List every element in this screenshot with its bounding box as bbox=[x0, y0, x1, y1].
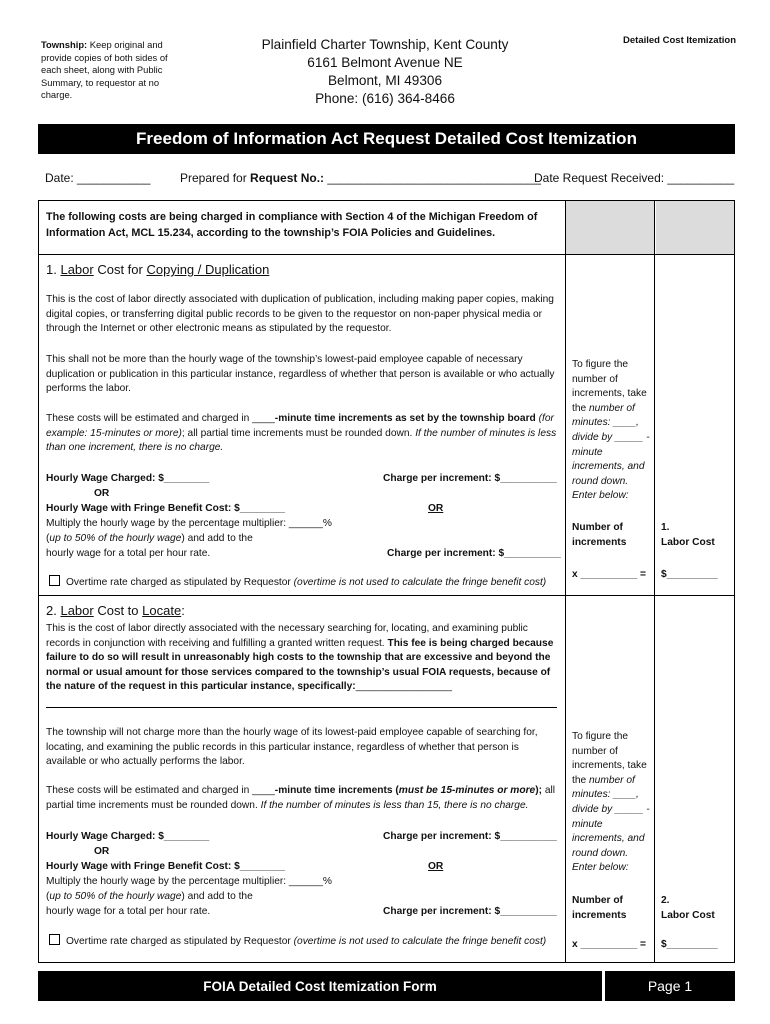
section2-heading-colon: : bbox=[181, 603, 185, 618]
section2-heading-locate: Locate bbox=[142, 603, 182, 618]
s1-upto-a: up to 50% of the hourly wage bbox=[49, 533, 182, 544]
s2-upto-open: ( bbox=[46, 891, 50, 902]
section2-charge-per-increment-2[interactable]: Charge per increment: $__________ bbox=[383, 906, 557, 917]
section1-heading-mid: Cost for bbox=[93, 262, 147, 277]
section2-heading-num: 2. bbox=[46, 603, 61, 618]
date-field[interactable] bbox=[45, 171, 150, 185]
column-divider bbox=[565, 201, 566, 962]
section1-or: OR bbox=[94, 488, 110, 499]
section1-multiply[interactable]: Multiply the hourly wage by the percentage multiplier: ______% bbox=[46, 518, 332, 529]
township-note-text: Keep original and provide copies of both sides of each sheet, along with Public Summary, to requestor at no charge. bbox=[41, 39, 168, 100]
date-received-label: Date Request Received: bbox=[534, 171, 668, 185]
section2-overtime[interactable] bbox=[49, 934, 546, 950]
s1-overtime-a: Overtime rate charged as stipulated by Requestor bbox=[66, 577, 294, 588]
s2-upto-a: up to 50% of the hourly wage bbox=[49, 891, 182, 902]
section1-upto bbox=[46, 532, 253, 547]
section1-heading-num: 1. bbox=[46, 262, 61, 277]
column-divider bbox=[654, 201, 655, 962]
township-label: Township: bbox=[41, 39, 88, 50]
s2-overtime-b: (overtime is not used to calculate the fringe benefit cost) bbox=[293, 936, 547, 947]
s2p3-c: must be 15-minutes or more bbox=[398, 785, 536, 796]
section1-or-right: OR bbox=[428, 503, 444, 514]
s1p3-b: -minute time increments as set by the township board bbox=[274, 413, 536, 424]
row-divider bbox=[39, 254, 734, 255]
section2-para2: The township will not charge more than the hourly wage of its lowest-paid employee capable of searching for, locating, and examining the public records in this particular instance, regardless of whether that person is available or who actually performs the labor. bbox=[46, 727, 538, 768]
address-line-city: Belmont, MI 49306 bbox=[327, 73, 443, 88]
section2-heading-labor: Labor bbox=[60, 603, 94, 618]
section2-para3 bbox=[46, 784, 562, 813]
section2-cost-label: Labor Cost bbox=[661, 910, 715, 921]
address-line-name: Plainfield Charter Township, Kent County bbox=[261, 37, 509, 52]
intro-text: The following costs are being charged in compliance with Section 4 of the Michigan Freedom of Information Act, MCL 15.234, according to the township’s FOIA Policies and Guidelines. bbox=[46, 211, 538, 239]
address-line-street: 6161 Belmont Avenue NE bbox=[307, 55, 463, 70]
s1-overtime-b: (overtime is not used to calculate the fringe benefit cost) bbox=[293, 577, 547, 588]
page-title: Freedom of Information Act Request Detailed Cost Itemization bbox=[38, 124, 735, 154]
cost-table bbox=[38, 200, 735, 963]
section1-fringe-wage[interactable]: Hourly Wage with Fringe Benefit Cost: $________ bbox=[46, 503, 286, 514]
request-number-blank[interactable]: ________________________________ bbox=[324, 171, 541, 185]
section1-number-label: Number of increments bbox=[572, 522, 627, 548]
section2-number-label: Number of increments bbox=[572, 895, 627, 921]
s2p3-b: -minute time increments ( bbox=[274, 785, 399, 796]
section2-overtime-checkbox[interactable] bbox=[49, 934, 60, 945]
section1-para3 bbox=[46, 412, 562, 456]
s1p3-a: These costs will be estimated and charged in ____ bbox=[46, 413, 275, 424]
s1-upto-b: ) and add to the bbox=[181, 533, 253, 544]
s2p3-f: If the number of minutes is less than 15, there is no charge. bbox=[260, 799, 529, 811]
s2p1-blank[interactable]: _________________ bbox=[355, 681, 452, 693]
township-address bbox=[250, 36, 520, 108]
section2-upto bbox=[46, 890, 253, 905]
page-number: Page 1 bbox=[605, 971, 735, 1001]
section1-para2: This shall not be more than the hourly wage of the township’s lowest-paid employee capable of necessary duplication or publication in this particular instance, regardless of whether that person is available or who actually performs the labor. bbox=[46, 354, 555, 395]
section1-heading-labor: Labor bbox=[60, 262, 94, 277]
row-divider bbox=[39, 595, 734, 596]
prepared-for-label: Prepared for bbox=[180, 171, 251, 185]
s1p3-c: (for example: 15-minutes or more) bbox=[46, 413, 554, 439]
request-number-label: Request No.: bbox=[250, 171, 325, 185]
section2-hourly-wage[interactable]: Hourly Wage Charged: $________ bbox=[46, 831, 210, 842]
s2-upto-b: ) and add to the bbox=[181, 891, 253, 902]
section2-charge-per-increment[interactable]: Charge per increment: $__________ bbox=[383, 831, 557, 842]
section1-hourly-total: hourly wage for a total per hour rate. bbox=[46, 548, 211, 559]
section2-heading-mid: Cost to bbox=[93, 603, 143, 618]
footer-title: FOIA Detailed Cost Itemization Form bbox=[38, 971, 602, 1001]
s2-side-figure: To figure the number of increments, take the bbox=[572, 731, 647, 786]
section1-overtime[interactable] bbox=[49, 575, 546, 591]
date-row bbox=[45, 171, 735, 187]
section2-instructions bbox=[572, 730, 650, 876]
township-instructions bbox=[41, 39, 176, 102]
section1-overtime-checkbox[interactable] bbox=[49, 575, 60, 586]
s2p3-a: These costs will be estimated and charged in ____ bbox=[46, 785, 275, 796]
request-number-field[interactable] bbox=[180, 171, 541, 185]
section1-charge-per-increment-2[interactable]: Charge per increment: $__________ bbox=[387, 548, 561, 559]
section1-multiplier[interactable]: x __________ = bbox=[572, 569, 646, 580]
section1-cost-num: 1. bbox=[661, 522, 670, 533]
s2p3-e: all partial time increments must be rounded down. bbox=[46, 785, 556, 811]
date-blank[interactable]: ___________ bbox=[77, 171, 151, 185]
section1-heading bbox=[46, 262, 269, 277]
shaded-header-cell bbox=[566, 201, 654, 254]
s2p3-d: ); bbox=[535, 785, 543, 796]
section1-charge-per-increment[interactable]: Charge per increment: $__________ bbox=[383, 473, 557, 484]
form-tag: Detailed Cost Itemization bbox=[623, 35, 736, 46]
section2-heading bbox=[46, 603, 185, 618]
section2-multiplier[interactable]: x __________ = bbox=[572, 939, 646, 950]
section2-fringe-wage[interactable]: Hourly Wage with Fringe Benefit Cost: $________ bbox=[46, 861, 286, 872]
s1-upto-open: ( bbox=[46, 533, 50, 544]
s2-side-italic: number of minutes: ____, divide by _____ -minute increments, and round down. Enter below: bbox=[572, 774, 650, 874]
section1-hourly-wage[interactable]: Hourly Wage Charged: $________ bbox=[46, 473, 210, 484]
section1-para1: This is the cost of labor directly associated with duplication of publication, including making paper copies, making digital copies, or transferring digital public records to be given to the requestor on non-paper physical media or through the Internet or other electronic means as stipulated by the requestor. bbox=[46, 294, 554, 335]
s1p3-e: If the number of minutes is less than one increment, there is no charge. bbox=[46, 427, 557, 454]
date-received-blank[interactable]: __________ bbox=[667, 171, 735, 185]
section2-or-right: OR bbox=[428, 861, 444, 872]
section2-specifically-line[interactable] bbox=[46, 707, 557, 708]
date-received-field[interactable] bbox=[534, 171, 734, 185]
s2p1-b: This fee is being charged because failure to do so will result in unreasonably high costs to the township that are excessive and beyond the normal or usual amount for those services compared to the township’s usual FOIA requests, because of the nature of the request in this particular instance, specifically: bbox=[46, 637, 554, 693]
address-line-phone: Phone: (616) 364-8466 bbox=[315, 91, 455, 106]
section2-para1 bbox=[46, 622, 560, 695]
s1-side-figure: To figure the number of increments, take the bbox=[572, 359, 647, 414]
section1-instructions bbox=[572, 358, 650, 504]
s2-overtime-a: Overtime rate charged as stipulated by Requestor bbox=[66, 936, 294, 947]
section2-cost-blank[interactable]: $_________ bbox=[661, 939, 718, 950]
section2-cost-num: 2. bbox=[661, 895, 670, 906]
shaded-header-cell bbox=[656, 201, 734, 254]
section2-hourly-total: hourly wage for a total per hour rate. bbox=[46, 906, 211, 917]
section2-multiply[interactable]: Multiply the hourly wage by the percentage multiplier: ______% bbox=[46, 876, 332, 887]
s2p1-a: This is the cost of labor directly associated with the necessary searching for, locating, and examining public records in conjunction with receiving and fulfilling a granted written request. bbox=[46, 623, 528, 649]
section2-or: OR bbox=[94, 846, 110, 857]
s1p3-d: ; all partial time increments must be rounded down. bbox=[181, 427, 416, 439]
date-label: Date: bbox=[45, 171, 78, 185]
section1-cost-label: Labor Cost bbox=[661, 537, 715, 548]
section1-cost-blank[interactable]: $_________ bbox=[661, 569, 718, 580]
s1-side-italic: number of minutes: ____, divide by _____ -minute increments, and round down. Enter below: bbox=[572, 402, 650, 502]
section1-heading-copying: Copying / Duplication bbox=[146, 262, 270, 277]
